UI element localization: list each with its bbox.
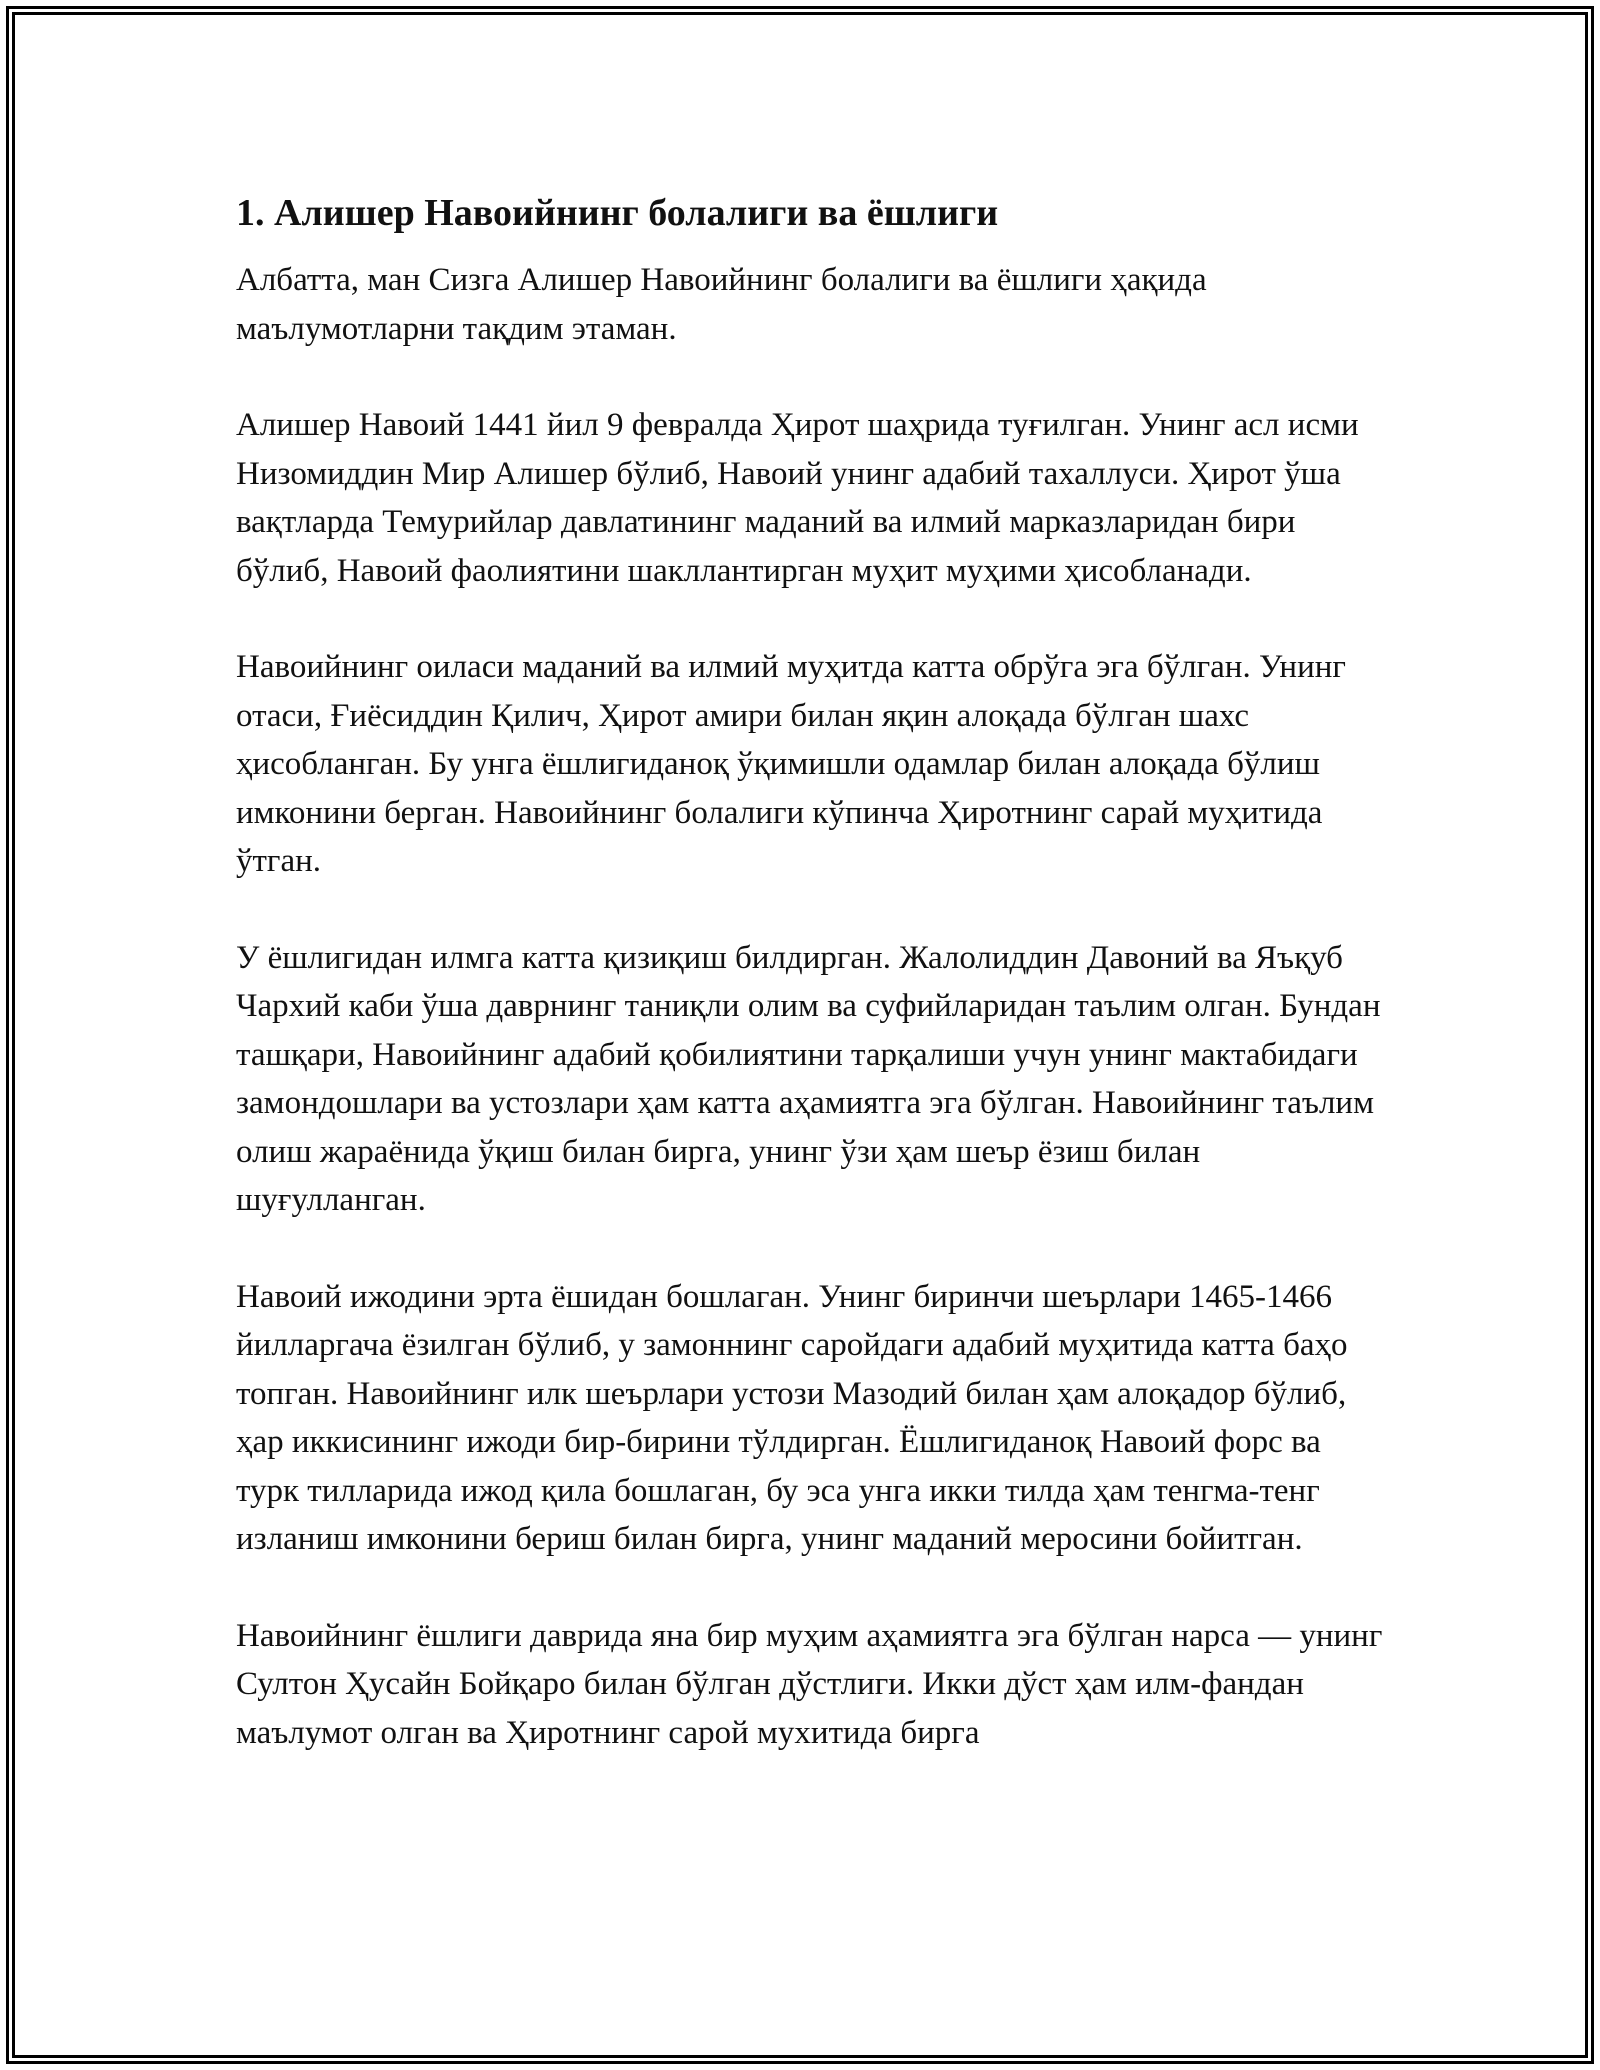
paragraph-friendship: Навоийнинг ёшлиги даврида яна бир муҳим аҳамиятга эга бўлган нарса — унинг Султон Ҳусайн Бойқаро билан бўлган дўстлиги. Икки дўст ҳам илм-фандан маълумот олган ва Ҳиротнинг сарой мухитида бирга [236,1617,1383,1751]
paragraph-education: У ёшлигидан илмга катта қизиқиш билдирган. Жалолиддин Давоний ва Яъқуб Чархий каби ўша даврнинг таниқли олим ва суфийларидан таълим олган. Бундан ташқари, Навоийнинг адабий қобилиятини тарқалиши учун унинг мактабидаги замондошлари ва устозлари ҳам катта аҳамиятга эга бўлган. Навоийнинг таълим олиш жараёнида ўқиш билан бирга, унинг ўзи ҳам шеър ёзиш билан шуғулланган. [236,939,1381,1218]
paragraph-early-work: Навоий ижодини эрта ёшидан бошлаган. Унинг биринчи шеърлари 1465-1466 йилларгача ёзилган бўлиб, у замоннинг саройдаги адабий муҳитида катта баҳо топган. Навоийнинг илк шеърлари устози Мазодий билан ҳам алоқадор бўлиб, ҳар иккисининг ижоди бир-бирини тўлдирган. Ёшлигиданоқ Навоий форс ва турк тилларида ижод қила бошлаган, бу эса унга икки тилда ҳам тенгма-тенг изланиш имконини бериш билан бирга, унинг маданий меросини бойитган. [236,1278,1348,1557]
paragraph-family: Навоийнинг оиласи маданий ва илмий муҳитда катта обрўга эга бўлган. Унинг отаси, Ғиёсиддин Қилич, Ҳирот амири билан яқин алоқада бўлган шахс ҳисобланган. Бу унга ёшлигиданоқ ўқимишли одамлар билан алоқада бўлиш имконини берган. Навоийнинг болалиги кўпинча Ҳиротнинг сарай муҳитида ўтган. [236,649,1346,879]
document-title: 1. Алишер Навоийнинг болалиги ва ёшлиги [236,192,999,234]
paragraph-birth: Алишер Навоий 1441 йил 9 февралда Ҳирот шаҳрида туғилган. Унинг асл исми Низомиддин Мир Алишер бўлиб, Навоий унинг адабий тахаллуси. Ҳирот ўша вақтларда Темурийлар давлатининг маданий ва илмий марказларидан бири бўлиб, Навоий фаолиятини шакллантирган муҳит муҳими ҳисобланади. [236,407,1359,589]
document-body [236,188,1384,1805]
paragraph-intro: Албатта, ман Сизга Алишер Навоийнинг болалиги ва ёшлиги ҳақида маълумотларни тақдим этаман. [236,262,1207,347]
